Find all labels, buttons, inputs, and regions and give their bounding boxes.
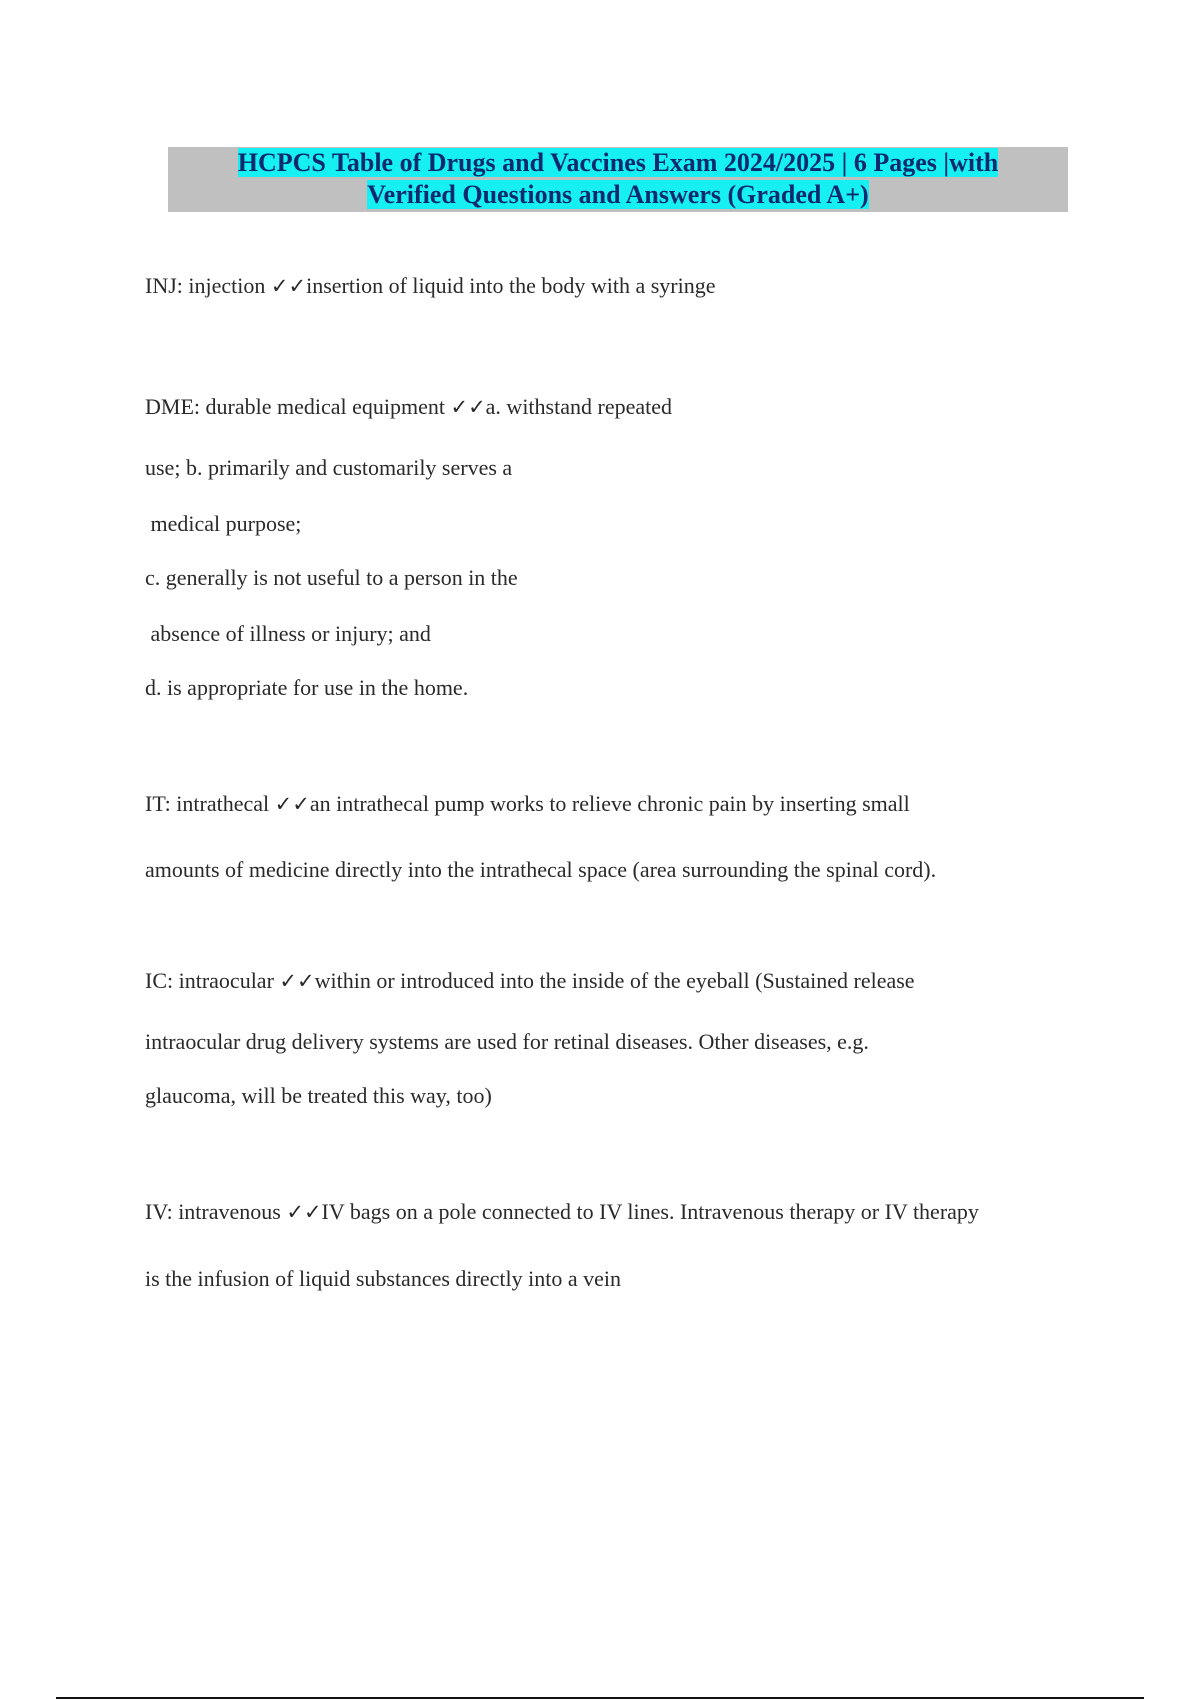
double-check-icon: ✓✓ <box>450 395 486 419</box>
entry-term: INJ: injection <box>145 273 271 298</box>
entry-ic-line-1 <box>145 967 915 995</box>
entry-text: an intrathecal pump works to relieve chronic pain by inserting small <box>309 791 910 816</box>
entry-it-line-1 <box>145 790 910 818</box>
double-check-icon: ✓✓ <box>279 969 315 993</box>
entry-inj-line-1 <box>145 272 715 300</box>
double-check-icon: ✓✓ <box>270 274 307 298</box>
entry-dme-line-6: d. is appropriate for use in the home. <box>145 675 469 700</box>
double-check-icon: ✓✓ <box>286 1200 322 1224</box>
entry-text: insertion of liquid into the body with a syringe <box>306 273 716 298</box>
entry-dme-line-4: c. generally is not useful to a person in the <box>145 565 518 590</box>
document-title <box>168 147 1068 212</box>
entry-it-line-2: amounts of medicine directly into the intrathecal space (area surrounding the spinal cord). <box>145 857 937 882</box>
entry-iv-line-2: is the infusion of liquid substances directly into a vein <box>145 1266 621 1291</box>
entry-iv-line-1 <box>145 1198 979 1226</box>
footer-divider <box>56 1697 1144 1699</box>
entry-ic-line-2: intraocular drug delivery systems are used for retinal diseases. Other diseases, e.g. <box>145 1029 869 1054</box>
entry-text: within or introduced into the inside of the eyeball (Sustained release <box>314 968 915 993</box>
title-line-1: HCPCS Table of Drugs and Vaccines Exam 2024/2025 | 6 Pages |with <box>237 148 999 177</box>
entry-dme-line-1 <box>145 393 672 421</box>
entry-term: IC: intraocular <box>145 968 280 993</box>
entry-term: DME: durable medical equipment <box>145 394 451 419</box>
entry-dme-line-5: absence of illness or injury; and <box>145 621 431 646</box>
entry-term: IV: intravenous <box>145 1199 287 1224</box>
entry-ic-line-3: glaucoma, will be treated this way, too) <box>145 1083 492 1108</box>
double-check-icon: ✓✓ <box>274 792 310 816</box>
entry-text: a. withstand repeated <box>485 394 672 419</box>
entry-term: IT: intrathecal <box>145 791 275 816</box>
entry-text: IV bags on a pole connected to IV lines. Intravenous therapy or IV therapy <box>321 1199 979 1224</box>
entry-dme-line-2: use; b. primarily and customarily serves a <box>145 455 513 480</box>
title-line-2: Verified Questions and Answers (Graded A+) <box>367 180 869 209</box>
entry-dme-line-3: medical purpose; <box>145 511 302 536</box>
